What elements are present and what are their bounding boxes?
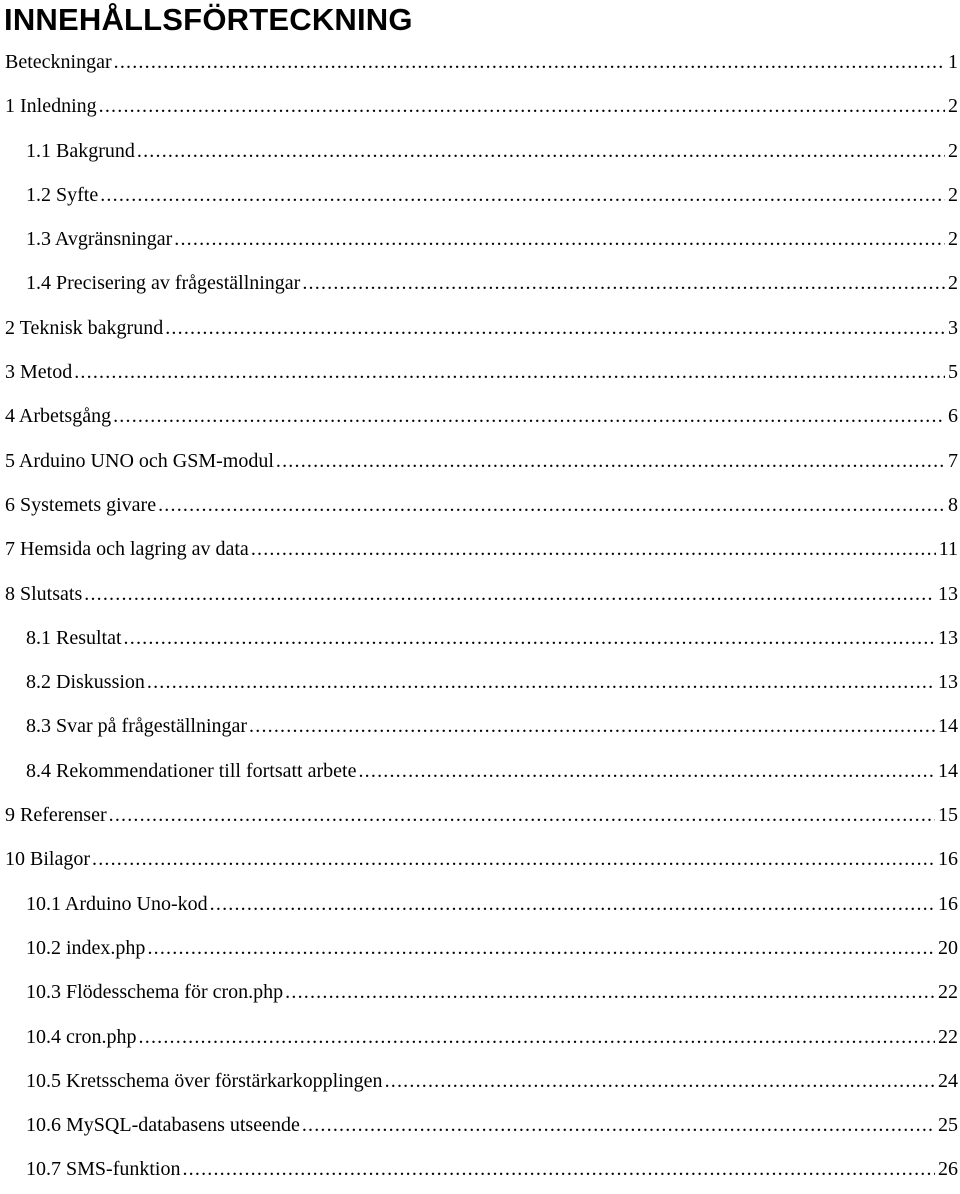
toc-entry-page-number: 22 [938,981,958,1004]
toc-entry[interactable] [0,42,960,86]
toc-entry-page-number: 25 [938,1114,958,1137]
dot-leader [147,928,935,968]
toc-entry-page-number: 2 [948,272,958,295]
dot-leader [358,751,935,791]
toc-entry-page-number: 1 [948,51,958,73]
toc-entry[interactable] [0,1017,960,1061]
toc-entry-page-number: 2 [948,95,958,118]
toc-entry[interactable] [0,928,960,972]
toc-entry-page-number: 24 [938,1069,958,1092]
toc-entry[interactable] [0,795,960,839]
toc-entry-label: 7 Hemsida och lagring av data [5,538,249,561]
toc-entry-label: 4 Arbetsgång [5,405,112,428]
toc-entry[interactable] [0,706,960,750]
toc-entry-label: 10.2 index.php [26,936,146,959]
toc-entry[interactable] [0,839,960,883]
toc-entry-page-number: 13 [938,671,958,694]
toc-entry-page-number: 13 [938,626,958,649]
toc-entry-label: 1.2 Syfte [26,183,99,206]
toc-entry-page-number: 8 [948,493,958,516]
toc-entry-label: 1.4 Precisering av frågeställningar [26,272,301,295]
dot-leader [92,839,935,879]
toc-entry-label: 1 Inledning [5,95,97,118]
toc-entry[interactable] [0,662,960,706]
table-of-contents [0,42,960,1194]
toc-entry-label: 8.3 Svar på frågeställningar [26,715,248,738]
dot-leader [114,42,945,82]
toc-entry[interactable] [0,396,960,440]
dot-leader [147,662,935,702]
toc-entry-page-number: 13 [938,582,958,605]
toc-entry-page-number: 20 [938,936,958,959]
toc-entry-page-number: 5 [948,361,958,384]
toc-entry-label: 9 Referenser [5,804,107,827]
toc-entry-page-number: 26 [938,1158,958,1181]
toc-entry[interactable] [0,1061,960,1105]
toc-entry[interactable] [0,618,960,662]
toc-entry-page-number: 16 [938,848,958,871]
toc-entry-label: Beteckningar [5,51,112,73]
toc-entry-page-number: 3 [948,316,958,339]
toc-entry-page-number: 11 [938,538,958,561]
dot-leader [84,574,935,614]
toc-entry[interactable] [0,1149,960,1193]
toc-entry-page-number: 16 [938,892,958,915]
dot-leader [165,308,945,348]
toc-entry-label: 1.3 Avgränsningar [26,228,173,251]
toc-entry-page-number: 14 [938,759,958,782]
toc-entry-label: 10.7 SMS-funktion [26,1158,181,1181]
toc-entry[interactable] [0,308,960,352]
dot-leader [99,86,945,126]
dot-leader [385,1061,935,1101]
toc-entry-label: 10.3 Flödesschema för cron.php [26,981,284,1004]
toc-entry[interactable] [0,352,960,396]
toc-entry-label: 5 Arduino UNO och GSM-modul [5,449,274,472]
dot-leader [249,706,935,746]
toc-entry[interactable] [0,131,960,175]
toc-entry-label: 6 Systemets givare [5,493,157,516]
toc-entry[interactable] [0,86,960,130]
toc-entry-label: 8 Slutsats [5,582,83,605]
toc-entry-label: 10.4 cron.php [26,1025,137,1048]
dot-leader [210,884,935,924]
toc-entry-page-number: 6 [948,405,958,428]
dot-leader [174,219,945,259]
toc-entry-label: 10 Bilagor [5,848,90,871]
toc-entry[interactable] [0,219,960,263]
dot-leader [124,618,935,658]
toc-entry[interactable] [0,1105,960,1149]
dot-leader [285,972,935,1012]
toc-entry-label: 10.1 Arduino Uno-kod [26,892,208,915]
toc-entry-label: 8.2 Diskussion [26,671,145,694]
toc-entry-label: 3 Metod [5,361,73,384]
dot-leader [182,1149,935,1189]
toc-entry-page-number: 2 [948,228,958,251]
dot-leader [251,529,936,569]
toc-entry-label: 10.6 MySQL-databasens utseende [26,1114,300,1137]
dot-leader [276,441,945,481]
dot-leader [100,175,945,215]
toc-entry[interactable] [0,574,960,618]
toc-entry[interactable] [0,529,960,573]
toc-entry[interactable] [0,441,960,485]
toc-entry[interactable] [0,972,960,1016]
toc-entry-page-number: 2 [948,139,958,162]
dot-leader [302,1105,935,1145]
dot-leader [302,263,945,303]
dot-leader [109,795,935,835]
toc-entry[interactable] [0,751,960,795]
toc-entry-label: 8.4 Rekommendationer till fortsatt arbete [26,759,357,782]
toc-entry-label: 8.1 Resultat [26,626,122,649]
toc-entry[interactable] [0,485,960,529]
dot-leader [137,131,945,171]
dot-leader [74,352,945,392]
toc-entry-page-number: 22 [938,1025,958,1048]
dot-leader [113,396,945,436]
toc-entry[interactable] [0,263,960,307]
dot-leader [139,1017,935,1057]
dot-leader [158,485,945,525]
toc-entry[interactable] [0,175,960,219]
toc-entry-page-number: 15 [938,804,958,827]
toc-entry[interactable] [0,884,960,928]
toc-entry-label: 1.1 Bakgrund [26,139,135,162]
toc-entry-label: 10.5 Kretsschema över förstärkarkopplingen [26,1069,383,1092]
page-title: INNEHÅLLSFÖRTECKNING [4,2,413,37]
toc-entry-page-number: 7 [948,449,958,472]
toc-entry-page-number: 14 [938,715,958,738]
toc-entry-label: 2 Teknisk bakgrund [5,316,164,339]
toc-entry-page-number: 2 [948,183,958,206]
